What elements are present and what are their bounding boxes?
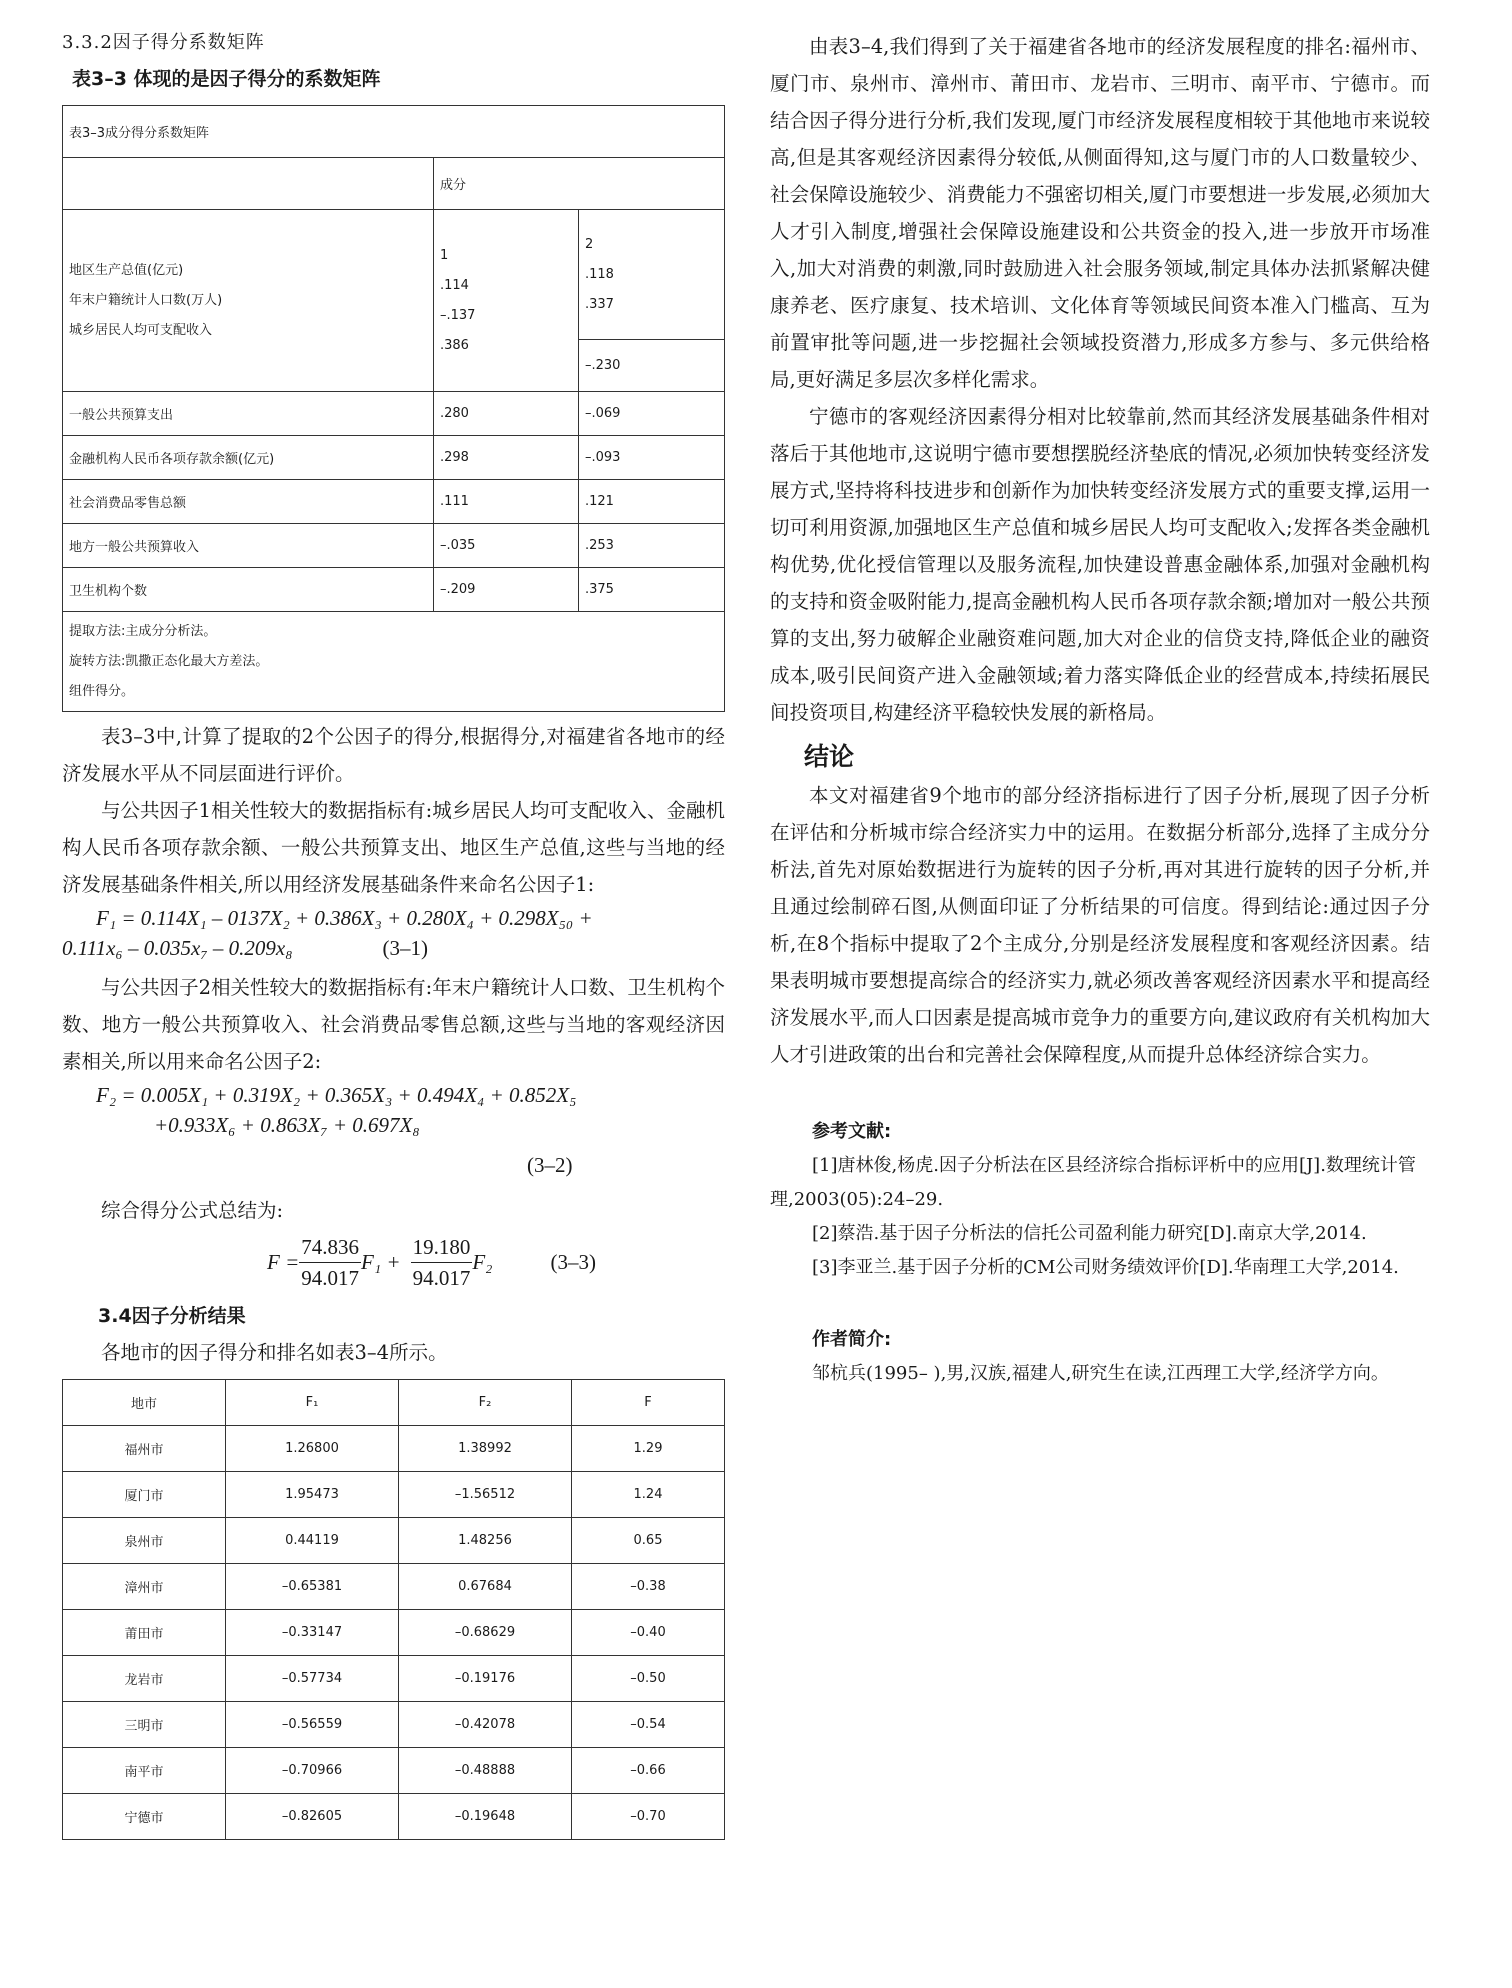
table-row [63, 1656, 725, 1702]
table-3-3-cell: .121 [579, 480, 725, 524]
table-3-3-cell: .386 [440, 337, 469, 353]
paragraph: 由表3–4,我们得到了关于福建省各地市的经济发展程度的排名:福州市、厦门市、泉州市、漳州市、莆田市、龙岩市、三明市、南平市、宁德市。而结合因子得分进行分析,我们发现,厦门市经济发展程度相较于其他地市来说较高,但是其客观经济因素得分较低,从侧面得知,这与厦门市的人口数量较少、社会保障设施较少、消费能力不强密切相关,厦门市要想进一步发展,必须加大人才引入制度,增强社会保障设施建设和公共资金的投入,进一步放开市场准入,加大对消费的刺激,同时鼓励进入社会服务领域,制定具体办法抓紧解决健康养老、医疗康复、技术培训、文化体育等领域民间资本准入门槛高、互为前置审批等问题,进一步挖掘社会领域投资潜力,形成多方参与、多元供给格局,更好满足多层次多样化需求。 [770, 35, 1430, 391]
table-cell: –1.56512 [399, 1472, 572, 1518]
table-cell: –0.40 [572, 1610, 725, 1656]
table-3-3-cell: –.137 [440, 307, 476, 323]
table-row [63, 1472, 725, 1518]
table-row [63, 568, 725, 612]
equation-3-2-number: (3–2) [527, 1153, 573, 1177]
fraction-1-numerator: 74.836 [299, 1232, 361, 1263]
table-3-3-cell: .118 [585, 266, 614, 282]
table-3-3-cell: .298 [434, 436, 579, 480]
table-row [63, 480, 725, 524]
table-cell: –0.65381 [226, 1564, 399, 1610]
table-3-3-title: 表3–3 体现的是因子得分的系数矩阵 [72, 68, 381, 90]
equation-3-3-lhs: F = [267, 1250, 300, 1274]
paragraph: 综合得分公式总结为: [101, 1199, 284, 1222]
table-cell: 0.44119 [226, 1518, 399, 1564]
table-row [63, 524, 725, 568]
equation-3-2-line2: +0.933X₆ + 0.863X₇ + 0.697X₈ [154, 1113, 420, 1137]
equation-3-1-line2-row [62, 933, 725, 963]
table-3-3-cell: .114 [440, 277, 469, 293]
equation-3-3-number: (3–3) [550, 1250, 596, 1274]
fraction-2 [411, 1232, 473, 1293]
author-heading: 作者简介: [812, 1329, 892, 1350]
table-cell: 龙岩市 [63, 1656, 226, 1702]
author-bio: 邹杭兵(1995– ),男,汉族,福建人,研究生在读,江西理工大学,经济学方向。 [812, 1363, 1389, 1384]
table-3-4 [62, 1379, 725, 1840]
table-3-3-notes [63, 612, 725, 712]
table-cell: 宁德市 [63, 1794, 226, 1840]
table-row [63, 1702, 725, 1748]
table-3-3-cell: –.209 [434, 568, 579, 612]
fraction-1-denominator: 94.017 [301, 1265, 359, 1290]
table-3-3-cell: .253 [579, 524, 725, 568]
table-3-3-cell: –.230 [579, 340, 725, 392]
table-cell: –0.19648 [399, 1794, 572, 1840]
fraction-1 [299, 1232, 361, 1293]
table-3-3-cell: .375 [579, 568, 725, 612]
table-row [63, 1610, 725, 1656]
table-cell: 1.38992 [399, 1426, 572, 1472]
table-cell: –0.42078 [399, 1702, 572, 1748]
table-cell: –0.50 [572, 1656, 725, 1702]
table-3-3-label: 地区生产总值(亿元) [69, 262, 184, 278]
table-3-3-label: 卫生机构个数 [63, 568, 434, 612]
table-3-3-label: 年末户籍统计人口数(万人) [69, 292, 223, 308]
table-3-3-cell: .111 [434, 480, 579, 524]
fraction-2-numerator: 19.180 [411, 1232, 473, 1263]
reference-item: [1]唐林俊,杨虎.因子分析法在区县经济综合指标评析中的应用[J].数理统计管理,2003(05):24–29. [770, 1155, 1416, 1210]
fraction-2-denominator: 94.017 [412, 1265, 471, 1290]
paragraph: 与公共因子2相关性较大的数据指标有:年末户籍统计人口数、卫生机构个数、地方一般公共预算收入、社会消费品零售总额,这些与当地的客观经济因素相关,所以用来命名公因子2: [62, 976, 725, 1073]
table-3-3-stacked-labels [63, 210, 434, 392]
table-row [63, 436, 725, 480]
table-3-4-header: F [572, 1380, 725, 1426]
table-3-4-header: 地市 [63, 1380, 226, 1426]
equation-3-3-f1: F₁ + [361, 1250, 401, 1274]
reference-item: [3]李亚兰.基于因子分析的CM公司财务绩效评价[D].华南理工大学,2014. [812, 1257, 1399, 1278]
right-column [770, 28, 1430, 1391]
equation-3-2-line1: F₂ = 0.005X₁ + 0.319X₂ + 0.365X₃ + 0.494X₄ + 0.852X₅ [96, 1083, 577, 1107]
table-cell: 1.24 [572, 1472, 725, 1518]
paragraph: 宁德市的客观经济因素得分相对比较靠前,然而其经济发展基础条件相对落后于其他地市,这说明宁德市要想摆脱经济垫底的情况,必须加快转变经济发展方式,坚持将科技进步和创新作为加快转变经济发展方式的重要支撑,运用一切可利用资源,加强地区生产总值和城乡居民人均可支配收入;发挥各类金融机构优势,优化授信管理以及服务流程,加快建设普惠金融体系,加强对金融机构的支持和资金吸附能力,提高金融机构人民币各项存款余额;增加对一般公共预算的支出,努力破解企业融资难问题,加大对企业的信贷支持,降低企业的融资成本,吸引民间资产进入金融领域;着力落实降低企业的经营成本,持续拓展民间投资项目,构建经济平稳较快发展的新格局。 [770, 405, 1430, 724]
table-row [63, 1518, 725, 1564]
table-3-4-header: F₁ [226, 1380, 399, 1426]
table-cell: 漳州市 [63, 1564, 226, 1610]
table-3-3-cell: –.035 [434, 524, 579, 568]
table-3-3-stacked-col1 [434, 210, 579, 392]
table-3-3-label: 金融机构人民币各项存款余额(亿元) [63, 436, 434, 480]
left-column [62, 28, 725, 1840]
table-note: 旋转方法:凯撒正态化最大方差法。 [69, 653, 269, 669]
conclusion-heading: 结论 [804, 742, 855, 771]
table-cell: 南平市 [63, 1748, 226, 1794]
table-3-3-cell: –.069 [579, 392, 725, 436]
table-cell: –0.56559 [226, 1702, 399, 1748]
table-cell: 0.67684 [399, 1564, 572, 1610]
reference-item: [2]蔡浩.基于因子分析法的信托公司盈利能力研究[D].南京大学,2014. [812, 1223, 1367, 1244]
table-3-3-label: 城乡居民人均可支配收入 [69, 322, 213, 338]
table-3-4-header: F₂ [399, 1380, 572, 1426]
table-cell: 厦门市 [63, 1472, 226, 1518]
table-cell: 1.48256 [399, 1518, 572, 1564]
equation-3-1-line1: F₁ = 0.114X₁ – 0137X₂ + 0.386X₃ + 0.280X₄ + 0.298X₅₀ + [96, 906, 593, 930]
table-3-3-col1-header: 1 [440, 247, 449, 263]
section-heading-3-3-2: 3.3.2因子得分系数矩阵 [62, 32, 265, 53]
paragraph: 各地市的因子得分和排名如表3–4所示。 [101, 1341, 448, 1364]
table-cell: –0.82605 [226, 1794, 399, 1840]
table-note: 组件得分。 [69, 683, 135, 699]
table-row [63, 1426, 725, 1472]
table-3-3-stacked-col2 [579, 210, 725, 340]
table-3-3-cell: –.093 [579, 436, 725, 480]
table-row [63, 392, 725, 436]
table-cell: 1.29 [572, 1426, 725, 1472]
paragraph: 与公共因子1相关性较大的数据指标有:城乡居民人均可支配收入、金融机构人民币各项存款余额、一般公共预算支出、地区生产总值,这些与当地的经济发展基础条件相关,所以用经济发展基础条件来命名公因子1: [62, 799, 725, 896]
table-3-3-label: 社会消费品零售总额 [63, 480, 434, 524]
table-row [63, 1564, 725, 1610]
table-cell: –0.54 [572, 1702, 725, 1748]
table-cell: –0.70966 [226, 1748, 399, 1794]
table-cell: –0.19176 [399, 1656, 572, 1702]
table-cell: –0.33147 [226, 1610, 399, 1656]
equation-3-3-f2: F₂ [472, 1250, 493, 1274]
equation-3-1-number: (3–1) [382, 936, 428, 960]
table-cell: 泉州市 [63, 1518, 226, 1564]
references-heading: 参考文献: [812, 1121, 892, 1142]
table-3-3-cell: .337 [585, 296, 614, 312]
paragraph: 表3–3中,计算了提取的2个公因子的得分,根据得分,对福建省各地市的经济发展水平从不同层面进行评价。 [62, 725, 725, 785]
equation-3-1-line2: 0.111x₆ – 0.035x₇ – 0.209x₈ [62, 936, 293, 960]
table-3-3-caption: 表3–3成分得分系数矩阵 [63, 106, 725, 158]
table-3-3-blank [63, 158, 434, 210]
table-cell: 1.95473 [226, 1472, 399, 1518]
table-cell: –0.48888 [399, 1748, 572, 1794]
table-cell: 三明市 [63, 1702, 226, 1748]
table-3-3-col2-header: 2 [585, 236, 594, 252]
table-3-3-group-header: 成分 [434, 158, 725, 210]
table-cell: –0.68629 [399, 1610, 572, 1656]
table-cell: –0.70 [572, 1794, 725, 1840]
section-heading-3-4: 3.4因子分析结果 [98, 1305, 246, 1327]
table-row [63, 1794, 725, 1840]
equation-3-3 [62, 1229, 725, 1295]
table-row [63, 1748, 725, 1794]
table-3-3 [62, 105, 725, 712]
table-note: 提取方法:主成分分析法。 [69, 623, 217, 639]
table-header-row [63, 1380, 725, 1426]
table-cell: –0.66 [572, 1748, 725, 1794]
table-cell: 福州市 [63, 1426, 226, 1472]
table-3-3-label: 地方一般公共预算收入 [63, 524, 434, 568]
table-cell: 1.26800 [226, 1426, 399, 1472]
table-cell: –0.38 [572, 1564, 725, 1610]
table-cell: 莆田市 [63, 1610, 226, 1656]
table-3-3-label: 一般公共预算支出 [63, 392, 434, 436]
paragraph: 本文对福建省9个地市的部分经济指标进行了因子分析,展现了因子分析在评估和分析城市综合经济实力中的运用。在数据分析部分,选择了主成分分析法,首先对原始数据进行为旋转的因子分析,再对其进行旋转的因子分析,并且通过绘制碎石图,从侧面印证了分析结果的可信度。得到结论:通过因子分析,在8个指标中提取了2个主成分,分别是经济发展程度和客观经济因素。结果表明城市要想提高综合的经济实力,就必须改善客观经济因素水平和提高经济发展水平,而人口因素是提高城市竞争力的重要方向,建议政府有关机构加大人才引进政策的出台和完善社会保障程度,从而提升总体经济综合实力。 [770, 784, 1430, 1066]
table-cell: –0.57734 [226, 1656, 399, 1702]
table-cell: 0.65 [572, 1518, 725, 1564]
table-3-3-cell: .280 [434, 392, 579, 436]
